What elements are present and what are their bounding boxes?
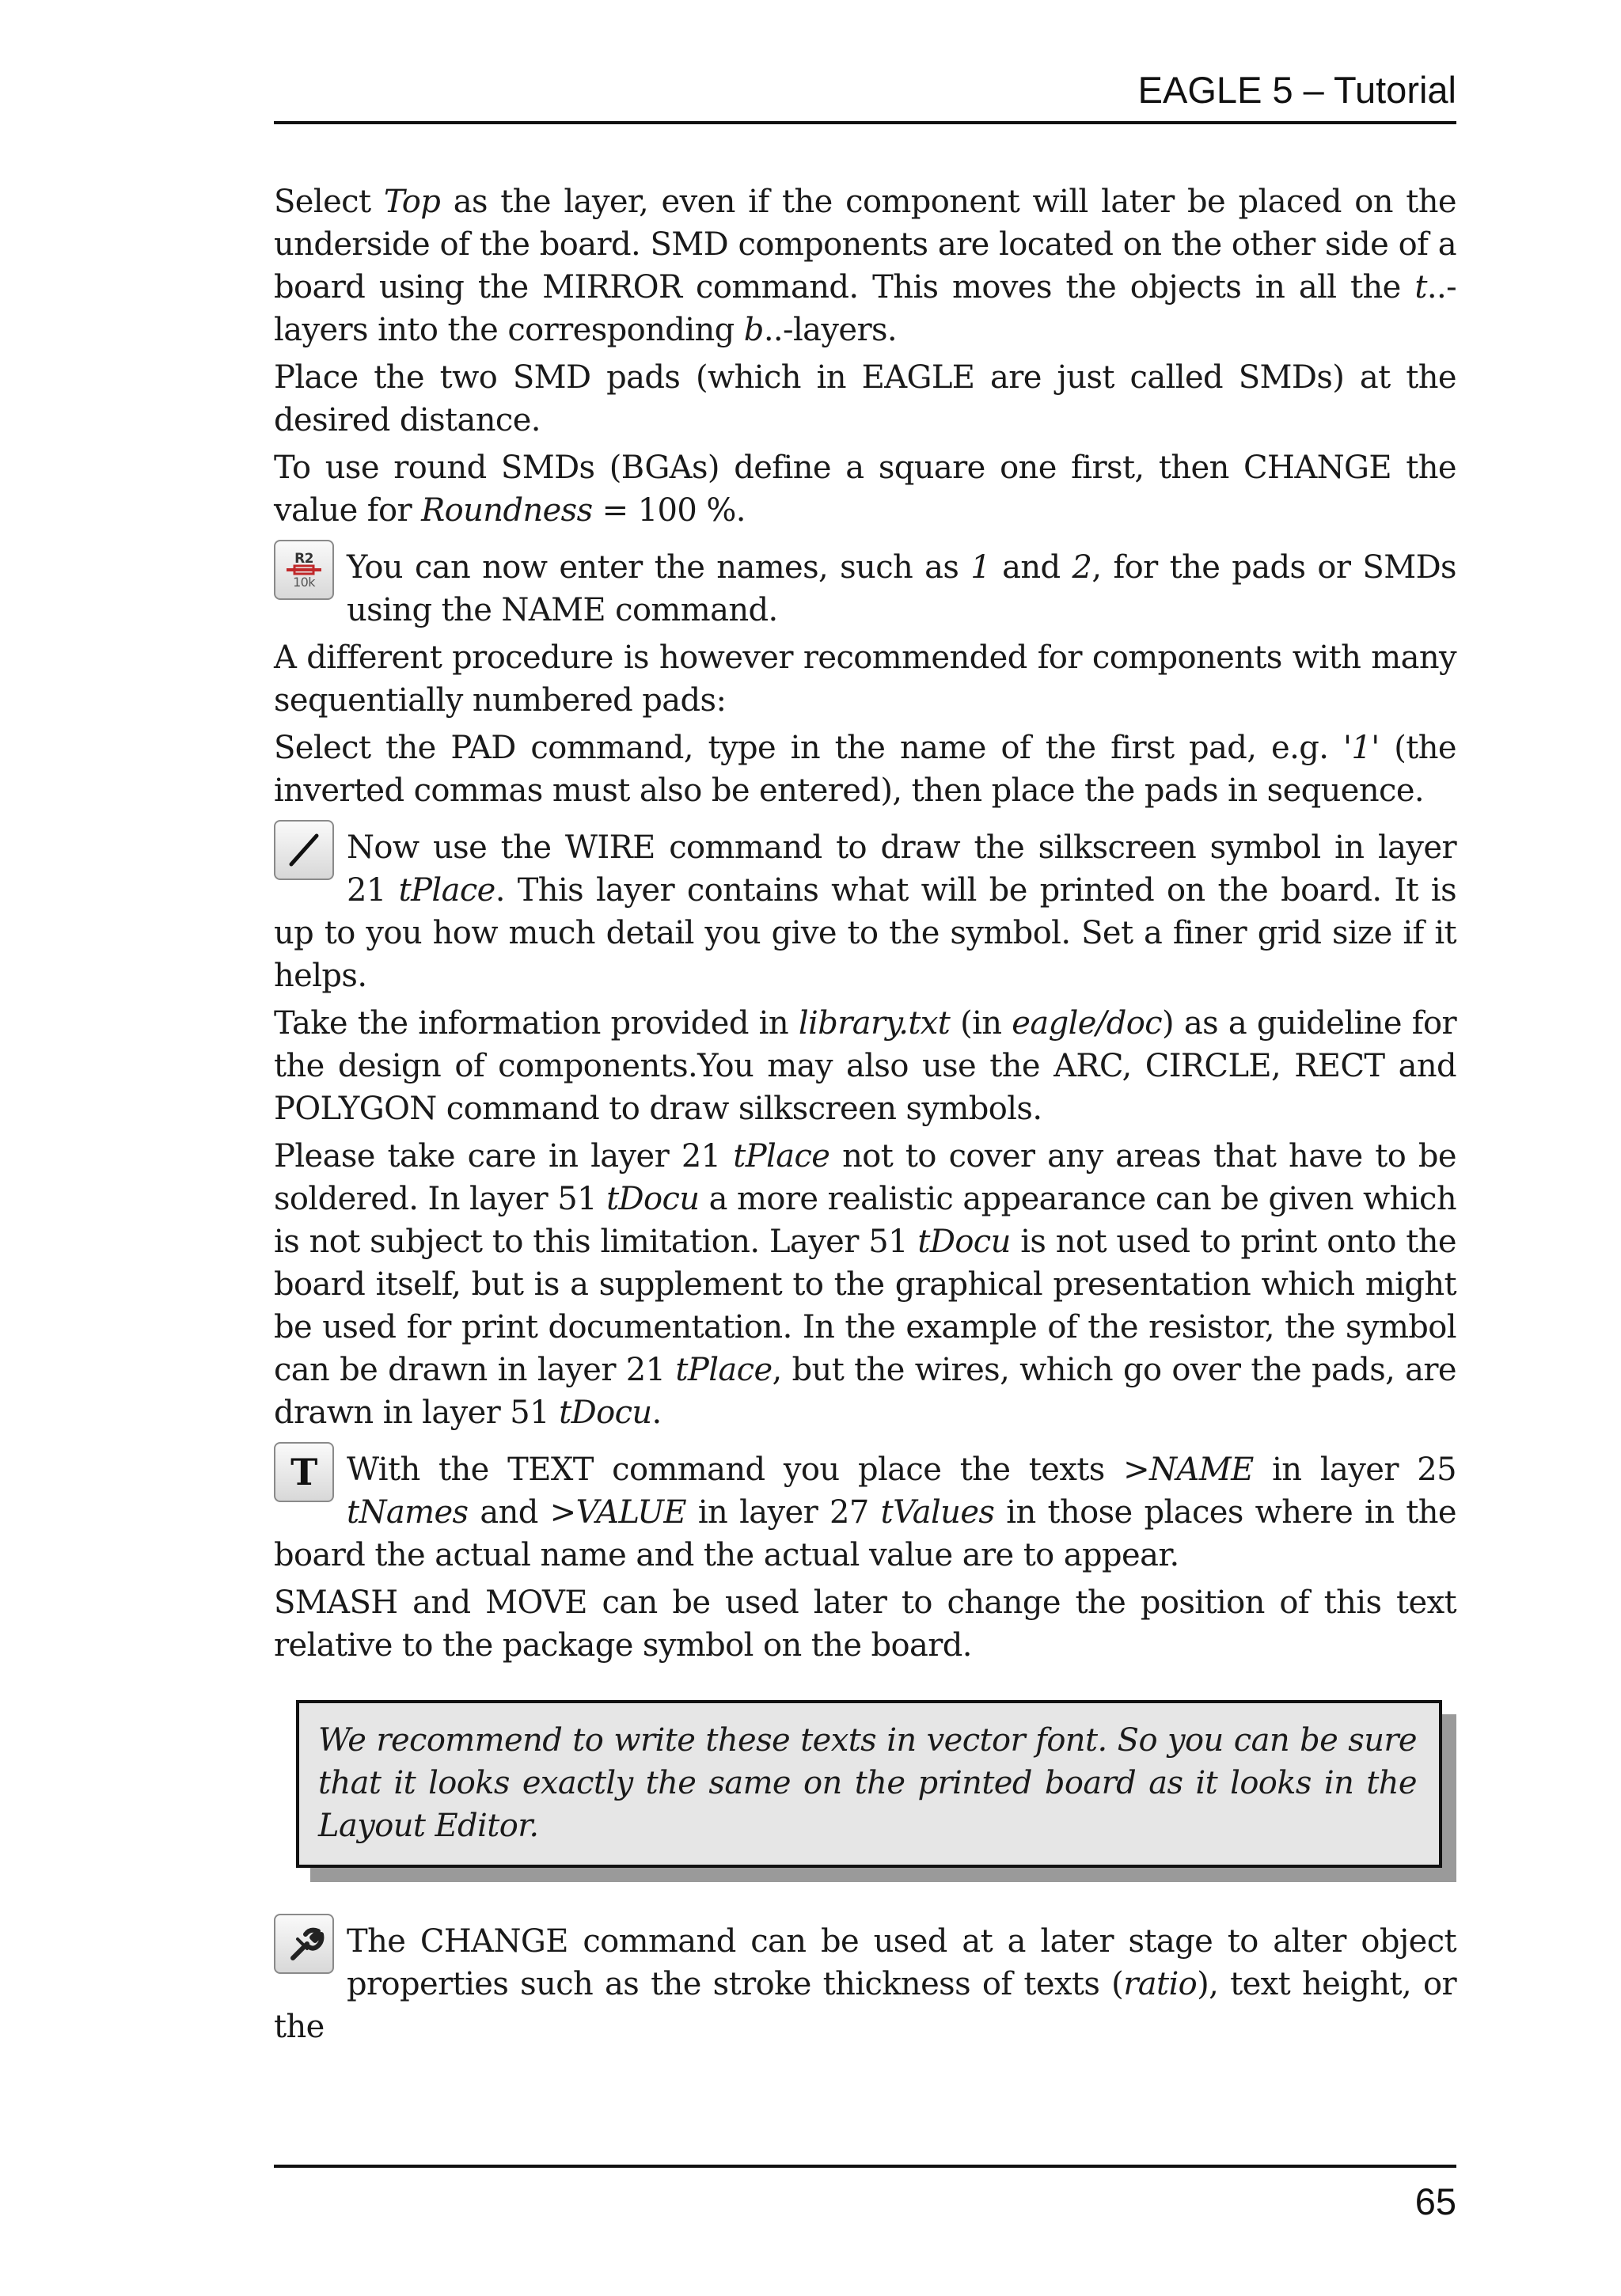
paragraph-layer-top: Select Top as the layer, even if the component will later be placed on the underside of the board. SMD components are located on the other side of a board using the MIRROR command. This moves the objects in all the t..-layers into the corresponding b..-layers. bbox=[274, 184, 1456, 348]
wrench-icon-graphic bbox=[275, 1915, 332, 1972]
name-icon[interactable] bbox=[274, 540, 334, 600]
paragraph-round-smd: To use round SMDs (BGAs) define a square one first, then CHANGE the value for Roundness = 100 %. bbox=[274, 450, 1456, 529]
wire-icon[interactable] bbox=[274, 820, 334, 880]
name-icon-label-bottom: 10k bbox=[293, 575, 315, 590]
note-text: We recommend to write these texts in vector font. So you can be sure that it looks exactly the same on the printed board as it looks in the Layout Editor. bbox=[296, 1700, 1442, 1868]
wire-icon-graphic bbox=[275, 822, 332, 879]
text-icon-glyph: T bbox=[290, 1451, 317, 1493]
page-number: 65 bbox=[1414, 2180, 1456, 2222]
paragraph-smash-move: SMASH and MOVE can be used later to change the position of this text relative to the package symbol on the board. bbox=[274, 1584, 1456, 1664]
note-box bbox=[296, 1700, 1442, 1868]
paragraph-change-command: The CHANGE command can be used at a later stage to alter object properties such as the stroke thickness of texts (ratio), text height, or the bbox=[274, 1920, 1456, 2048]
paragraph-text-command: T With the TEXT command you place the texts >NAME in layer 25 tNames and >VALUE in layer 27 tValues in those places where in the board the actual name and the actual value are to appear. bbox=[274, 1448, 1456, 1577]
header-rule bbox=[274, 121, 1456, 124]
paragraph-tplace-tdocu: Please take care in layer 21 tPlace not to cover any areas that have to be soldered. In layer 51 tDocu a more realistic appearance can be given which is not subject to this limitation. Layer 51 tDocu is not used to print onto the board itself, but is a supplement to the graphical presentation which might be used for print documentation. In the example of the resistor, the symbol can be drawn in layer 21 tPlace, but the wires, which go over the pads, are drawn in layer 51 tDocu. bbox=[274, 1138, 1456, 1431]
paragraph-pad-command: Select the PAD command, type in the name of the first pad, e.g. '1' (the inverted commas must also be entered), then place the pads in sequence. bbox=[274, 730, 1456, 809]
footer-rule bbox=[274, 2165, 1456, 2168]
page-body bbox=[274, 180, 1456, 2053]
wrench-icon[interactable] bbox=[274, 1914, 334, 1974]
text-icon[interactable] bbox=[274, 1442, 334, 1502]
running-header: EAGLE 5 – Tutorial bbox=[1137, 69, 1456, 111]
text-icon-graphic bbox=[275, 1444, 332, 1501]
paragraph-name-command: R2 10k You can now enter the names, such as 1 and 2, for the pads or SMDs using the NAME command. bbox=[274, 546, 1456, 632]
name-icon-label-top: R2 bbox=[294, 551, 313, 567]
paragraph-different-procedure: A different procedure is however recommended for components with many sequentially numbered pads: bbox=[274, 639, 1456, 719]
name-icon-graphic bbox=[275, 541, 332, 598]
paragraph-place-smd: Place the two SMD pads (which in EAGLE are just called SMDs) at the desired distance. bbox=[274, 359, 1456, 438]
paragraph-library-txt: Take the information provided in library.txt (in eagle/doc) as a guideline for the design of components.You may also use the ARC, CIRCLE, RECT and POLYGON command to draw silkscreen symbols. bbox=[274, 1005, 1457, 1127]
paragraph-wire-command: Now use the WIRE command to draw the silkscreen symbol in layer 21 tPlace. This layer contains what will be printed on the board. It is up to you how much detail you give to the symbol. Set a finer grid size if it helps. bbox=[274, 826, 1456, 997]
